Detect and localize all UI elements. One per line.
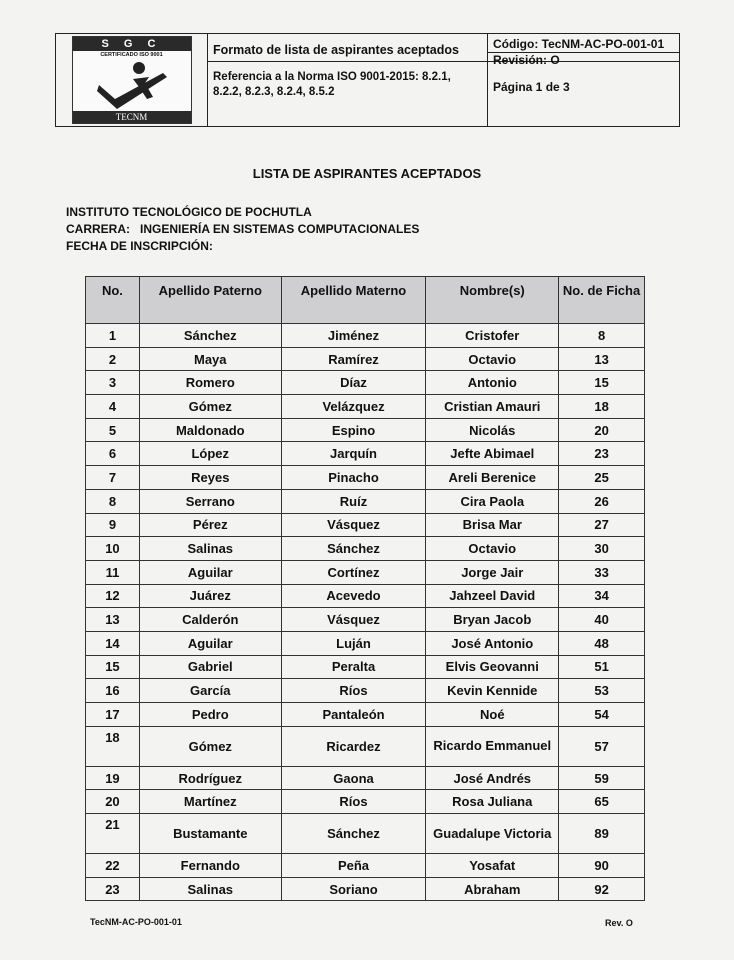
cell-names: Nicolás	[426, 418, 559, 442]
cell-maternal: Jiménez	[281, 324, 426, 348]
cell-number: 7	[86, 466, 140, 490]
cell-paternal: Juárez	[139, 584, 281, 608]
cell-names: Bryan Jacob	[426, 608, 559, 632]
cell-number: 5	[86, 418, 140, 442]
table-row	[86, 877, 645, 901]
logo-cell	[56, 34, 208, 126]
table-row	[86, 489, 645, 513]
revision: Revisión: O	[493, 53, 560, 67]
cell-number: 19	[86, 766, 140, 790]
cell-paternal: Martínez	[139, 790, 281, 814]
table-row	[86, 703, 645, 727]
cell-number: 1	[86, 324, 140, 348]
document-header	[55, 33, 680, 127]
cell-paternal: Pedro	[139, 703, 281, 727]
cell-ticket: 92	[559, 877, 645, 901]
cell-number: 15	[86, 655, 140, 679]
logo-bottom-text: TECNM	[73, 111, 191, 123]
cell-maternal: Cortínez	[281, 560, 426, 584]
cell-number: 16	[86, 679, 140, 703]
code-cell	[488, 34, 679, 67]
format-title: Formato de lista de aspirantes aceptados	[208, 34, 488, 62]
table-row	[86, 395, 645, 419]
cell-names: Kevin Kennide	[426, 679, 559, 703]
cell-ticket: 90	[559, 854, 645, 878]
cell-paternal: Bustamante	[139, 814, 281, 854]
cell-names: Yosafat	[426, 854, 559, 878]
cell-ticket: 23	[559, 442, 645, 466]
cell-ticket: 65	[559, 790, 645, 814]
cell-names: Elvis Geovanni	[426, 655, 559, 679]
enrollment-date: FECHA DE INSCRIPCIÓN:	[66, 239, 213, 253]
institute-name: INSTITUTO TECNOLÓGICO DE POCHUTLA	[66, 205, 312, 219]
cell-names: Jefte Abimael	[426, 442, 559, 466]
cell-names: José Andrés	[426, 766, 559, 790]
logo-top-text: S G C	[73, 37, 191, 51]
col-header-paternal: Apellido Paterno	[139, 277, 281, 324]
cell-ticket: 57	[559, 726, 645, 766]
cell-paternal: Serrano	[139, 489, 281, 513]
cell-names: Abraham	[426, 877, 559, 901]
cell-number: 8	[86, 489, 140, 513]
accepted-applicants-table	[85, 276, 645, 901]
checkmark-person-icon	[95, 59, 171, 111]
cell-ticket: 40	[559, 608, 645, 632]
table-row	[86, 766, 645, 790]
cell-number: 13	[86, 608, 140, 632]
cell-ticket: 34	[559, 584, 645, 608]
cell-paternal: Rodríguez	[139, 766, 281, 790]
cell-maternal: Pantaleón	[281, 703, 426, 727]
cell-paternal: Maya	[139, 347, 281, 371]
cell-paternal: Aguilar	[139, 560, 281, 584]
cell-maternal: Ruíz	[281, 489, 426, 513]
table-row	[86, 679, 645, 703]
document-code: Código: TecNM-AC-PO-001-01	[488, 37, 679, 53]
table-row	[86, 655, 645, 679]
cell-number: 4	[86, 395, 140, 419]
cell-number: 23	[86, 877, 140, 901]
col-header-maternal: Apellido Materno	[281, 277, 426, 324]
cell-number: 9	[86, 513, 140, 537]
cell-ticket: 13	[559, 347, 645, 371]
cell-ticket: 33	[559, 560, 645, 584]
cell-number: 21	[86, 814, 140, 854]
cell-number: 2	[86, 347, 140, 371]
cell-maternal: Velázquez	[281, 395, 426, 419]
cell-ticket: 59	[559, 766, 645, 790]
cell-maternal: Peralta	[281, 655, 426, 679]
cell-names: Octavio	[426, 537, 559, 561]
cell-maternal: Ríos	[281, 790, 426, 814]
cell-maternal: Vásquez	[281, 513, 426, 537]
col-header-ticket: No. de Ficha	[559, 277, 645, 324]
table-row	[86, 513, 645, 537]
cell-paternal: Salinas	[139, 877, 281, 901]
table-row	[86, 631, 645, 655]
col-header-number: No.	[86, 277, 140, 324]
cell-names: Jahzeel David	[426, 584, 559, 608]
cell-number: 14	[86, 631, 140, 655]
table-row	[86, 560, 645, 584]
cell-ticket: 25	[559, 466, 645, 490]
norm-reference: Referencia a la Norma ISO 9001-2015: 8.2.1, 8.2.2, 8.2.3, 8.2.4, 8.5.2	[208, 62, 488, 126]
cell-maternal: Pinacho	[281, 466, 426, 490]
cell-names: Antonio	[426, 371, 559, 395]
career-line: CARRERA: INGENIERÍA EN SISTEMAS COMPUTACIONALES	[66, 222, 420, 236]
cell-number: 18	[86, 726, 140, 766]
cell-ticket: 20	[559, 418, 645, 442]
cell-paternal: López	[139, 442, 281, 466]
cell-paternal: Reyes	[139, 466, 281, 490]
table-header-row	[86, 277, 645, 324]
cell-paternal: Gabriel	[139, 655, 281, 679]
cell-ticket: 8	[559, 324, 645, 348]
table-row	[86, 371, 645, 395]
cell-maternal: Ramírez	[281, 347, 426, 371]
cell-names: Ricardo Emmanuel	[426, 726, 559, 766]
logo-cert-text: CERTIFICADO ISO 9001	[100, 52, 163, 58]
cell-maternal: Ríos	[281, 679, 426, 703]
cell-maternal: Soriano	[281, 877, 426, 901]
page-number: Página 1 de 3	[493, 80, 570, 94]
col-header-names: Nombre(s)	[426, 277, 559, 324]
table-row	[86, 347, 645, 371]
footer-code: TecNM-AC-PO-001-01	[90, 917, 182, 927]
cell-number: 20	[86, 790, 140, 814]
cell-maternal: Díaz	[281, 371, 426, 395]
cell-ticket: 89	[559, 814, 645, 854]
cell-paternal: Gómez	[139, 726, 281, 766]
cell-maternal: Ricardez	[281, 726, 426, 766]
table-row	[86, 442, 645, 466]
cell-paternal: Pérez	[139, 513, 281, 537]
cell-maternal: Vásquez	[281, 608, 426, 632]
cell-maternal: Jarquín	[281, 442, 426, 466]
cell-names: José Antonio	[426, 631, 559, 655]
cell-paternal: Sánchez	[139, 324, 281, 348]
cell-names: Cira Paola	[426, 489, 559, 513]
cell-paternal: Calderón	[139, 608, 281, 632]
cell-ticket: 53	[559, 679, 645, 703]
cell-number: 22	[86, 854, 140, 878]
cell-maternal: Peña	[281, 854, 426, 878]
cell-names: Guadalupe Victoria	[426, 814, 559, 854]
table-row	[86, 466, 645, 490]
cell-ticket: 26	[559, 489, 645, 513]
table-row	[86, 418, 645, 442]
cell-paternal: Aguilar	[139, 631, 281, 655]
cell-paternal: Maldonado	[139, 418, 281, 442]
cell-maternal: Espino	[281, 418, 426, 442]
cell-paternal: García	[139, 679, 281, 703]
cell-number: 10	[86, 537, 140, 561]
cell-maternal: Luján	[281, 631, 426, 655]
footer-revision: Rev. O	[605, 918, 633, 928]
table-row	[86, 584, 645, 608]
cell-number: 17	[86, 703, 140, 727]
cell-number: 6	[86, 442, 140, 466]
cell-paternal: Gómez	[139, 395, 281, 419]
table-row	[86, 608, 645, 632]
cell-ticket: 30	[559, 537, 645, 561]
cell-maternal: Acevedo	[281, 584, 426, 608]
cell-number: 12	[86, 584, 140, 608]
cell-ticket: 48	[559, 631, 645, 655]
cell-paternal: Romero	[139, 371, 281, 395]
cell-names: Noé	[426, 703, 559, 727]
table-row	[86, 324, 645, 348]
cell-ticket: 51	[559, 655, 645, 679]
cell-number: 11	[86, 560, 140, 584]
cell-paternal: Fernando	[139, 854, 281, 878]
table-row	[86, 537, 645, 561]
cell-names: Brisa Mar	[426, 513, 559, 537]
cell-maternal: Sánchez	[281, 814, 426, 854]
cell-ticket: 15	[559, 371, 645, 395]
cell-paternal: Salinas	[139, 537, 281, 561]
cell-names: Rosa Juliana	[426, 790, 559, 814]
table-row	[86, 814, 645, 854]
table-row	[86, 726, 645, 766]
cell-names: Areli Berenice	[426, 466, 559, 490]
cell-names: Octavio	[426, 347, 559, 371]
cell-maternal: Gaona	[281, 766, 426, 790]
cell-maternal: Sánchez	[281, 537, 426, 561]
cell-names: Jorge Jair	[426, 560, 559, 584]
cell-ticket: 54	[559, 703, 645, 727]
cell-names: Cristofer	[426, 324, 559, 348]
cell-ticket: 27	[559, 513, 645, 537]
table-row	[86, 854, 645, 878]
cell-names: Cristian Amauri	[426, 395, 559, 419]
table-row	[86, 790, 645, 814]
sgc-logo	[72, 36, 192, 124]
cell-number: 3	[86, 371, 140, 395]
list-title: LISTA DE ASPIRANTES ACEPTADOS	[252, 166, 482, 181]
cell-ticket: 18	[559, 395, 645, 419]
